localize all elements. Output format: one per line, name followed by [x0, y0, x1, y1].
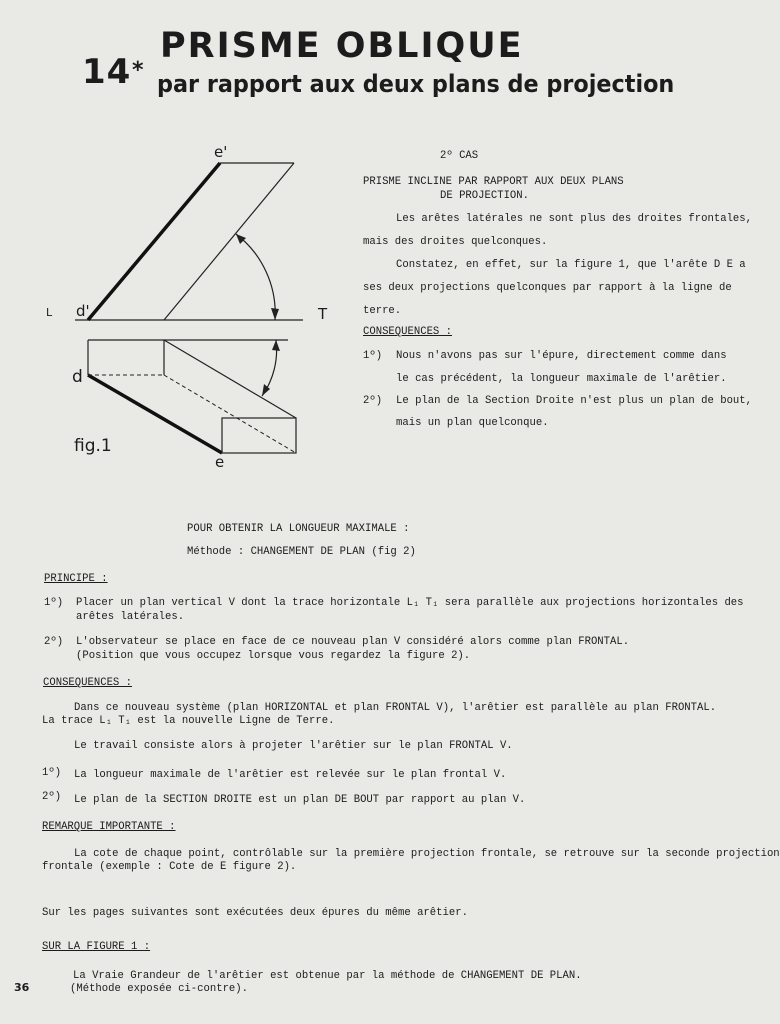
list-number: 2º): [44, 636, 64, 648]
list-item: (Position que vous occupez lorsque vous regardez la figure 2).: [76, 650, 471, 662]
section-heading: CONSEQUENCES :: [363, 326, 453, 338]
paragraph-text: terre.: [363, 305, 402, 317]
label-d: d: [72, 367, 83, 387]
paragraph-text: Les arêtes latérales ne sont plus des droites frontales,: [396, 213, 753, 225]
page-number: 36: [14, 981, 30, 994]
figure-label: fig.1: [74, 436, 112, 456]
paragraph-text: (Méthode exposée ci-contre).: [70, 983, 249, 995]
case-heading: 2º CAS: [440, 150, 479, 162]
list-number: 1º): [44, 597, 64, 609]
section-heading: REMARQUE IMPORTANTE :: [42, 821, 176, 833]
section-heading: CONSEQUENCES :: [43, 677, 133, 689]
section-heading: PRINCIPE :: [44, 573, 108, 585]
list-item: Nous n'avons pas sur l'épure, directement comme dans: [396, 350, 727, 362]
label-e-prime: e': [214, 143, 228, 161]
paragraph-text: ses deux projections quelconques par rapport à la ligne de: [363, 282, 732, 294]
list-item: Placer un plan vertical V dont la trace horizontale L₁ T₁ sera parallèle aux projections horizontales des: [76, 597, 744, 609]
case-title-line2: DE PROJECTION.: [440, 190, 530, 202]
paragraph-text: Le travail consiste alors à projeter l'arêtier sur le plan FRONTAL V.: [74, 740, 513, 752]
paragraph-text: Constatez, en effet, sur la figure 1, que l'arête D E a: [396, 259, 746, 271]
list-number: 2º): [42, 791, 62, 803]
paragraph-text: La trace L₁ T₁ est la nouvelle Ligne de Terre.: [42, 715, 335, 727]
chapter-number: 14: [82, 52, 132, 92]
page-subtitle: par rapport aux deux plans de projection: [157, 70, 675, 98]
case-title-line1: PRISME INCLINE PAR RAPPORT AUX DEUX PLANS: [363, 176, 624, 188]
list-item: mais un plan quelconque.: [396, 417, 549, 429]
method-subheading: Méthode : CHANGEMENT DE PLAN (fig 2): [187, 546, 416, 558]
list-item: le cas précédent, la longueur maximale de l'arêtier.: [396, 373, 727, 385]
label-d-prime: d': [76, 302, 90, 320]
section-heading: SUR LA FIGURE 1 :: [42, 941, 151, 953]
list-item: arêtes latérales.: [76, 611, 185, 623]
list-item: La longueur maximale de l'arêtier est relevée sur le plan frontal V.: [74, 769, 507, 781]
list-number: 1º): [363, 350, 383, 362]
list-item: L'observateur se place en face de ce nouveau plan V considéré alors comme plan FRONTAL.: [76, 636, 630, 648]
paragraph-text: mais des droites quelconques.: [363, 236, 548, 248]
paragraph-text: La Vraie Grandeur de l'arêtier est obtenue par la méthode de CHANGEMENT DE PLAN.: [73, 970, 582, 982]
paragraph-text: frontale (exemple : Cote de E figure 2).: [42, 861, 297, 873]
paragraph-text: La cote de chaque point, contrôlable sur la première projection frontale, se retrouve sur la seconde projection: [74, 848, 780, 860]
label-T: T: [318, 305, 328, 323]
star-icon: *: [132, 58, 144, 83]
method-heading: POUR OBTENIR LA LONGUEUR MAXIMALE :: [187, 523, 410, 535]
page-title: PRISME OBLIQUE: [160, 26, 524, 66]
list-item: Le plan de la Section Droite n'est plus un plan de bout,: [396, 395, 753, 407]
list-number: 2º): [363, 395, 383, 407]
label-e: e: [215, 453, 225, 471]
paragraph-text: Dans ce nouveau système (plan HORIZONTAL et plan FRONTAL V), l'arêtier est parallèle au plan FRONTAL.: [74, 702, 717, 714]
label-L: L: [46, 306, 53, 319]
list-number: 1º): [42, 767, 62, 779]
list-item: Le plan de la SECTION DROITE est un plan DE BOUT par rapport au plan V.: [74, 794, 526, 806]
note-text: Sur les pages suivantes sont exécutées deux épures du même arêtier.: [42, 907, 468, 919]
